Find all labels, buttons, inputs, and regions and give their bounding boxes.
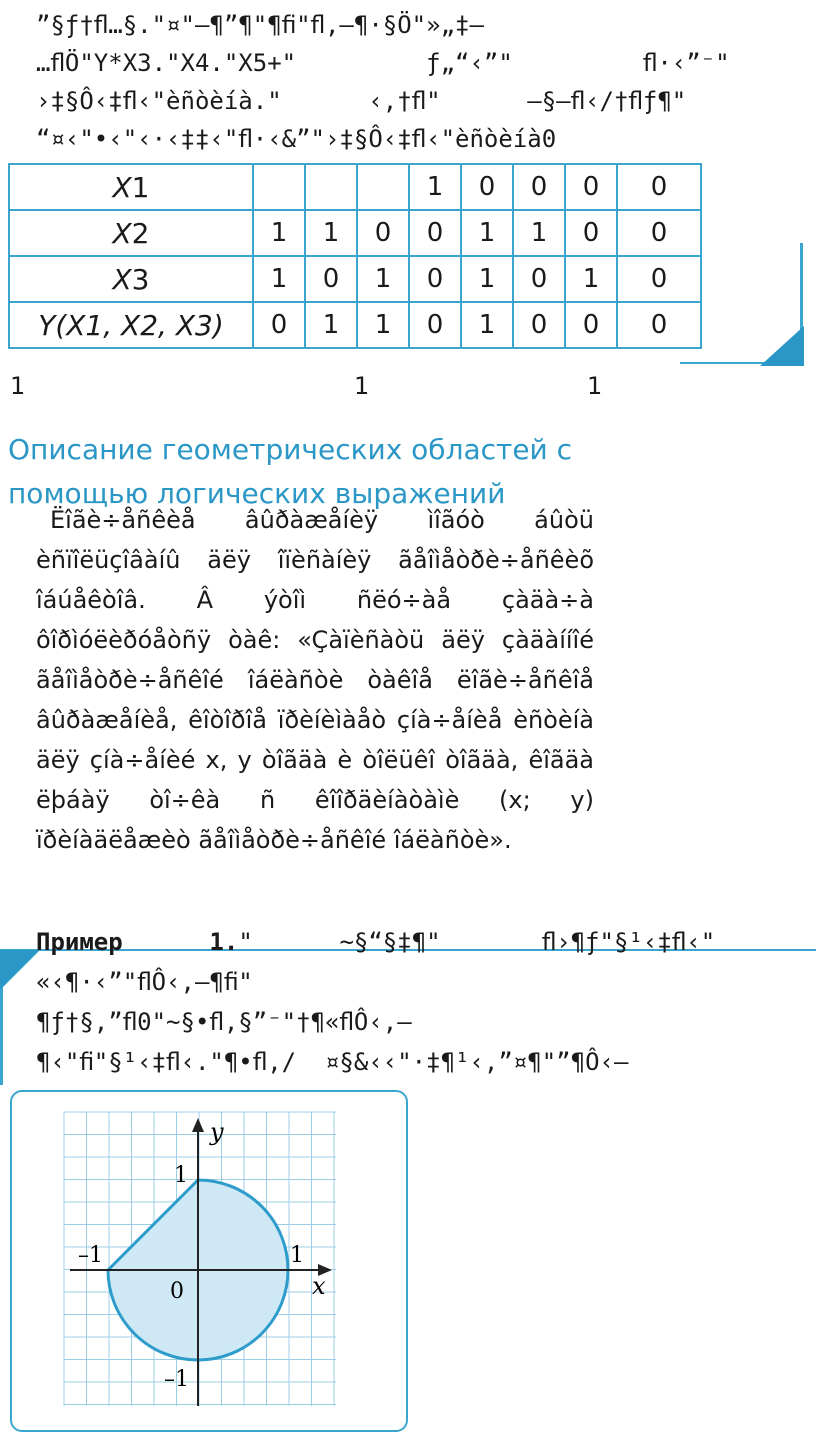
y-axis-arrow-icon <box>192 1118 204 1132</box>
table-cell: 1 <box>409 164 461 210</box>
table-cell: 0 <box>617 256 701 302</box>
var-index: 3 <box>131 262 150 296</box>
body-paragraph: Ëîãè÷åñêèå âûðàæåíèÿ ìîãóò áûòü èñïîëüçîâàíû äëÿ îïèñàíèÿ ãåîìåòðè÷åñêèõ îáúåêòîâ. Â ýòîì ñëó÷àå çàäà÷à ôîðìóëèðóåòñÿ òàê: «Çàïèñàòü äëÿ çàäàííîé ãåîìåòðè÷åñêîé îáëàñòè òàêîå ëîãè÷åñêîå âûðàæåíèå, êîòîðîå ïðèíèìàåò çíà÷åíèå èñòèíà äëÿ çíà÷åíèé x, y òîãäà è òîëüêî òîãäà, êîãäà ëþáàÿ òî÷êà ñ êîîðäèíàòàìè (x; y) ïðèíàäëåæèò ãåîìåòðè÷åñêîé îáëàñòè». <box>36 506 594 854</box>
intro-line: ›‡§Ô‹‡ﬂ‹"èñòèíà." ‹,†ﬂ" –§–ﬂ‹/†ﬂƒ¶" <box>36 87 687 115</box>
example-line: " ~§“§‡¶" ﬂ›¶ƒ"§¹‹‡ﬂ‹" <box>238 928 716 956</box>
table-cell: 0 <box>617 210 701 256</box>
tick-label-x-positive: 1 <box>290 1243 304 1268</box>
table-var-cell <box>9 210 253 256</box>
table-row <box>9 302 701 348</box>
section-body-text <box>36 500 594 860</box>
region-plot <box>60 1110 340 1410</box>
table-cell: 0 <box>513 164 565 210</box>
table-cell: 1 <box>357 256 409 302</box>
var-name: X <box>112 216 132 250</box>
tick-label-y-negative: –1 <box>164 1367 189 1392</box>
table-cell: 0 <box>513 302 565 348</box>
table-cell: 0 <box>461 164 513 210</box>
example-number: 1. <box>209 928 239 956</box>
table-cell <box>305 164 357 210</box>
tick-label-x-negative: –1 <box>78 1243 103 1268</box>
table-cell: 1 <box>513 210 565 256</box>
var-name: Y(X1, X2, X3) <box>38 308 224 342</box>
var-name: X <box>112 262 132 296</box>
table-cell: 0 <box>357 210 409 256</box>
table-cell: 0 <box>409 302 461 348</box>
var-index: 2 <box>131 216 150 250</box>
table-cell: 1 <box>461 210 513 256</box>
table-cell <box>357 164 409 210</box>
table-cell: 1 <box>357 302 409 348</box>
ones-value: 1 <box>587 372 603 400</box>
table-var-cell <box>9 256 253 302</box>
table-cell: 1 <box>461 302 513 348</box>
table-cell: 0 <box>305 256 357 302</box>
intro-line: ”§ƒ†ﬂ…§."¤"–¶”¶"¶ﬁ"ﬂ,–¶·§Ö"»„‡– <box>36 11 484 39</box>
table-cell: 0 <box>565 302 617 348</box>
ones-value: 1 <box>10 372 26 400</box>
table-cell: 0 <box>409 256 461 302</box>
intro-line: “¤‹"•‹"‹·‹‡‡‹"ﬂ·‹&”"›‡§Ô‹‡ﬂ‹"èñòèíà0 <box>36 125 557 153</box>
table-cell: 1 <box>305 210 357 256</box>
var-name: X <box>112 170 132 204</box>
example-label: Пример <box>36 928 123 956</box>
table-cell <box>253 164 305 210</box>
table-cell: 0 <box>565 164 617 210</box>
example-line: «‹¶·‹”"ﬂÔ‹,–¶ﬁ" <box>36 968 253 996</box>
table-cell: 0 <box>253 302 305 348</box>
ones-value: 1 <box>354 372 370 400</box>
table-cell: 1 <box>253 256 305 302</box>
corner-triangle-decoration <box>760 326 804 366</box>
intro-line: …ﬂÖ"Y*X3."X4."X5+" ƒ„“‹”" ﬂ·‹”⁻" <box>36 49 730 77</box>
table-cell: 1 <box>253 210 305 256</box>
table-cell: 0 <box>409 210 461 256</box>
table-cell: 1 <box>565 256 617 302</box>
table-cell: 1 <box>305 302 357 348</box>
table-cell: 0 <box>617 164 701 210</box>
table-cell: 0 <box>617 302 701 348</box>
table-var-cell <box>9 164 253 210</box>
table-cell: 0 <box>513 256 565 302</box>
table-row <box>9 256 701 302</box>
left-triangle-decoration <box>0 950 40 990</box>
truth-table <box>8 163 702 349</box>
tick-label-y-positive: 1 <box>174 1163 188 1188</box>
section-heading: Описание геометрических областей с помощью логических выражений <box>8 433 573 511</box>
example-line: ¶‹"ﬁ"§¹‹‡ﬂ‹."¶•ﬂ‚/ ¤§&‹‹"·‡¶¹‹,”¤¶"”¶Ô‹– <box>36 1048 629 1076</box>
var-index: 1 <box>131 170 150 204</box>
origin-label: 0 <box>170 1279 184 1304</box>
table-cell: 0 <box>565 210 617 256</box>
table-row <box>9 210 701 256</box>
table-var-cell <box>9 302 253 348</box>
garbled-intro <box>36 6 730 158</box>
table-cell: 1 <box>461 256 513 302</box>
y-axis-label: y <box>210 1118 224 1146</box>
example-line: ¶ƒ†§,”ﬂ0"~§•ﬂ,§”⁻"†¶«ﬂÔ‹,– <box>36 1008 412 1036</box>
x-axis-label: x <box>312 1272 326 1300</box>
table-row <box>9 164 701 210</box>
